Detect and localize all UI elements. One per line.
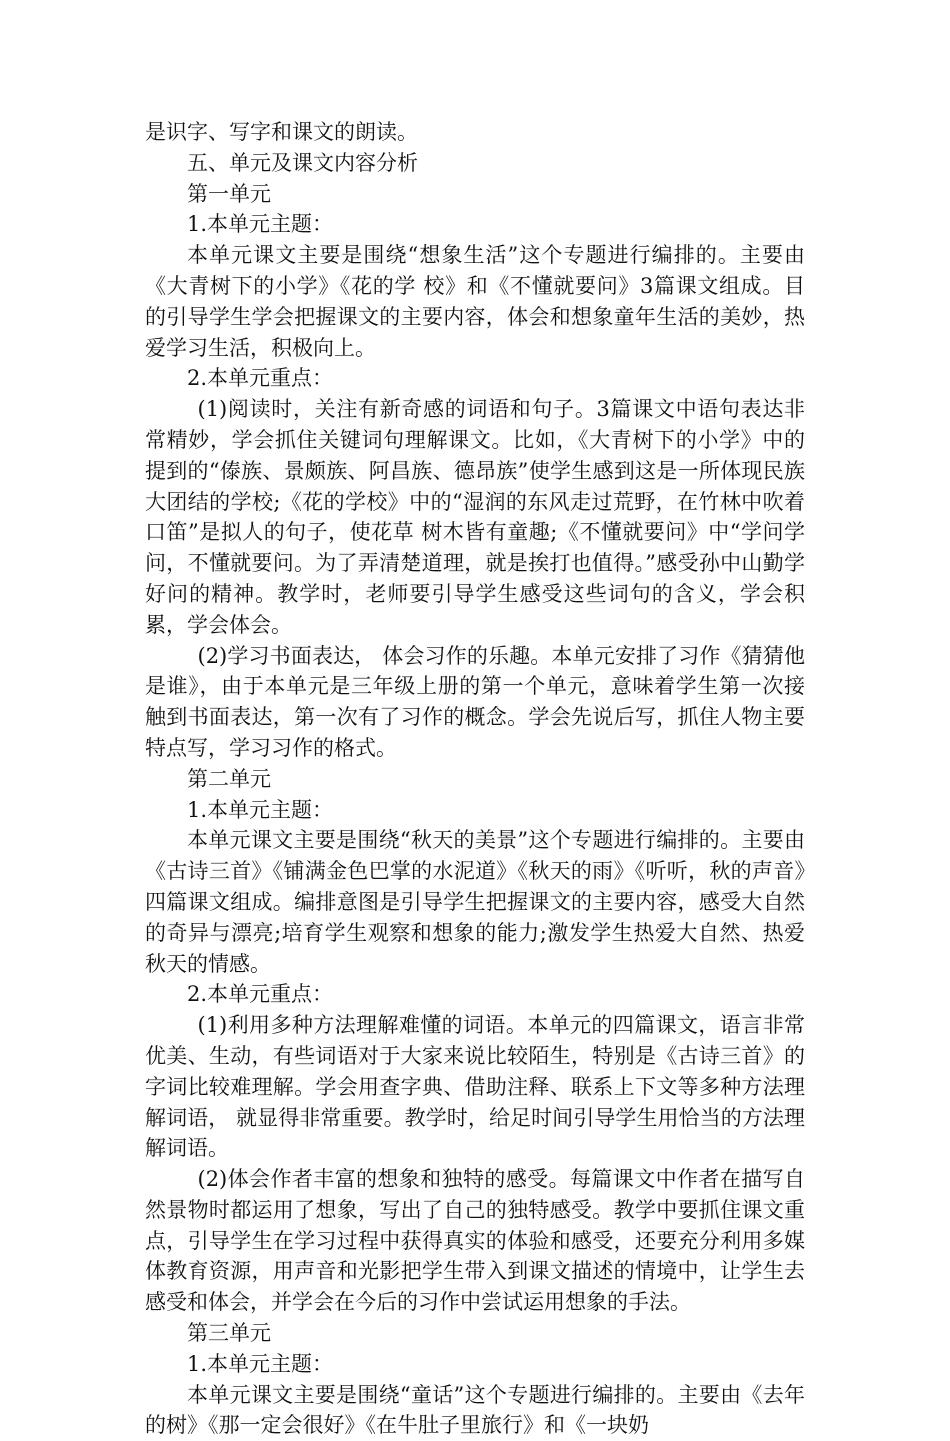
unit-1-focus-point-1: (1)阅读时，关注有新奇感的词语和句子。3篇课文中语句表达非常精妙，学会抓住关键词句理解课文。比如，《大青树下的小学》中的提到的“傣族、景颇族、阿昌族、德昂族”使学生感到这是一所体现民族大团结的学校;《花的学校》中的“湿润的东风走过荒野，在竹林中吹着口笛”是拟人的句子，使花草 树木皆有童趣;《不懂就要问》中“学问学问，不懂就要问。为了弄清楚道理，就是挨打也值得。”感受孙中山勤学好问的精神。教学时，老师要引导学生感受这些词句的含义，学会积累，学会体会。 xyxy=(145,397,805,637)
unit-1-theme-paragraph: 本单元课文主要是围绕“想象生活”这个专题进行编排的。主要由《大青树下的小学》《花的学 校》和《不懂就要问》3篇课文组成。目的引导学生学会把握课文的主要内容，体会和想象童年生活的美妙，热爱学习生活，积极向上。 xyxy=(145,243,805,360)
unit-1-focus-heading: 2.本单元重点： xyxy=(187,366,334,391)
unit-2-theme-heading: 1.本单元主题： xyxy=(187,797,334,822)
unit-2-theme-paragraph: 本单元课文主要是围绕“秋天的美景”这个专题进行编排的。主要由《古诗三首》《铺满金色巴掌的水泥道》《秋天的雨》《听听，秋的声音》四篇课文组成。编排意图是引导学生把握课文的主要内容，感受大自然的奇异与漂亮;培育学生观察和想象的能力;激发学生热爱大自然、热爱秋天的情感。 xyxy=(145,828,805,976)
unit-heading-1: 第一单元 xyxy=(187,181,271,206)
unit-1-theme-heading: 1.本单元主题： xyxy=(187,212,334,237)
unit-3-theme-heading: 1.本单元主题： xyxy=(187,1351,334,1376)
paragraph-continuation: 是识字、写字和课文的朗读。 xyxy=(145,120,418,144)
unit-heading-2: 第二单元 xyxy=(187,766,271,791)
document-page xyxy=(145,117,805,1441)
section-heading: 五、单元及课文内容分析 xyxy=(187,150,418,175)
unit-2-focus-point-2: (2)体会作者丰富的想象和独特的感受。每篇课文中作者在描写自然景物时都运用了想象，写出了自己的独特感受。教学中要抓住课文重点，引导学生在学习过程中获得真实的体验和感受，还要充分利用多媒体教育资源，用声音和光影把学生带入到课文描述的情境中，让学生去感受和体会，并学会在今后的习作中尝试运用想象的手法。 xyxy=(145,1167,805,1315)
unit-1-focus-point-2: (2)学习书面表达， 体会习作的乐趣。本单元安排了习作《猜猜他是谁》，由于本单元是三年级上册的第一个单元，意味着学生第一次接触到书面表达，第一次有了习作的概念。学会先说后写，抓住人物主要特点写，学习习作的格式。 xyxy=(145,643,805,760)
unit-2-focus-point-1: (1)利用多种方法理解难懂的词语。本单元的四篇课文，语言非常优美、生动，有些词语对于大家来说比较陌生，特别是《古诗三首》的字词比较难理解。学会用查字典、借助注释、联系上下文等多种方法理解词语， 就显得非常重要。教学时，给足时间引导学生用恰当的方法理解词语。 xyxy=(145,1013,805,1161)
unit-3-theme-paragraph: 本单元课文主要是围绕“童话”这个专题进行编排的。主要由《去年的树》《那一定会很好》《在牛肚子里旅行》和《一块奶 xyxy=(145,1382,805,1438)
unit-heading-3: 第三单元 xyxy=(187,1321,271,1346)
unit-2-focus-heading: 2.本单元重点： xyxy=(187,982,334,1007)
